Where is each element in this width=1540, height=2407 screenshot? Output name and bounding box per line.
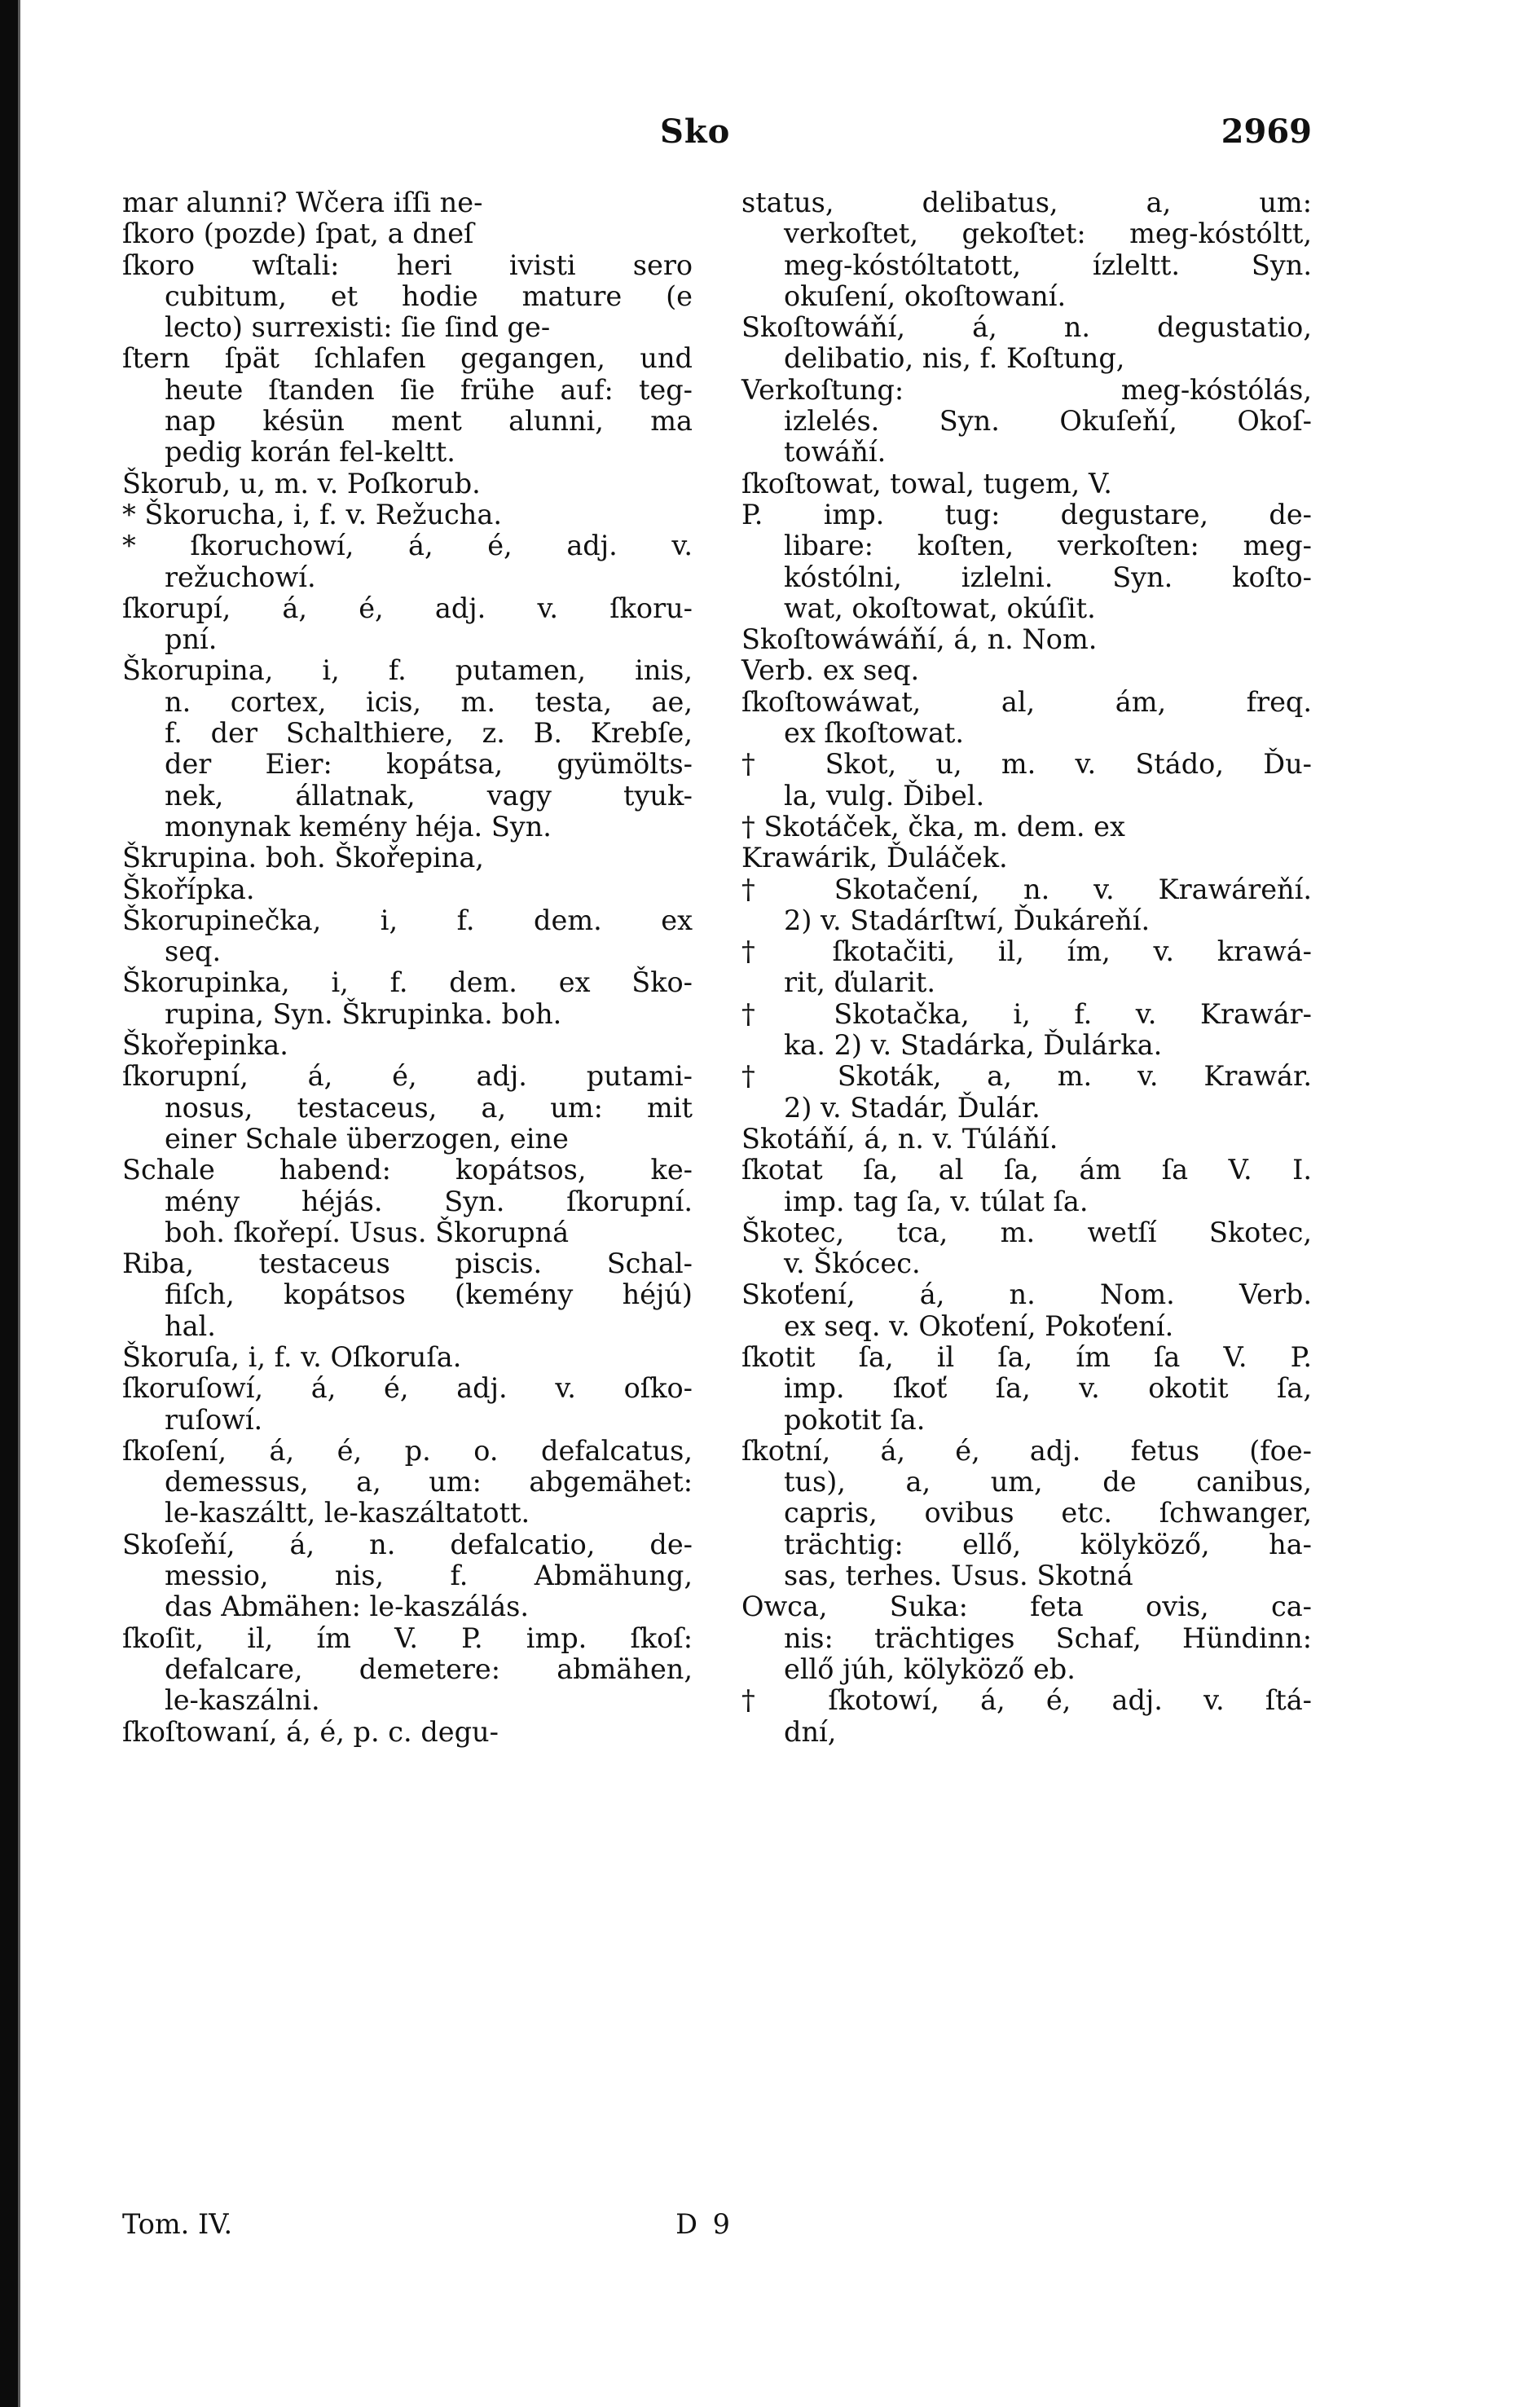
text-line: Skoťení, á, n. Nom. Verb. (741, 1278, 1312, 1311)
text-line: n. cortex, icis, m. testa, ae, (165, 685, 693, 718)
text-line: libare: koſten, verkoſten: meg- (784, 530, 1312, 562)
text-line: v. Škócec. (784, 1248, 921, 1280)
text-line: heute ſtanden ſie frühe auf: teg- (165, 373, 693, 406)
left-column (122, 187, 693, 1748)
text-line: * ſkoruchowí, á, é, adj. v. (122, 530, 693, 562)
text-line: nap késün ment alunni, ma (165, 405, 693, 438)
volume-label: Tom. IV. (122, 2208, 233, 2240)
text-line: nis: trächtiges Schaf, Hündinn: (784, 1622, 1312, 1654)
text-line: ſtern ſpät ſchlafen gegangen, und (122, 342, 693, 375)
text-line: Škořepinka. (122, 1029, 288, 1062)
text-line: le-kaszálni. (165, 1684, 320, 1717)
text-line: Skotáňí, á, n. v. Túláňí. (741, 1122, 1058, 1155)
text-line: capris, ovibus etc. ſchwanger, (784, 1497, 1312, 1529)
text-line: ſkoruſowí, á, é, adj. v. oſko- (122, 1372, 693, 1405)
text-line: Škorupinečka, i, f. dem. ex (122, 904, 693, 936)
text-line: hal. (165, 1309, 216, 1342)
text-line: † Skotáček, čka, m. dem. ex (741, 810, 1125, 843)
text-line: pní. (165, 623, 218, 656)
text-line: le-kaszáltt, le-kaszáltatott. (165, 1497, 530, 1529)
text-line: status, delibatus, a, um: (741, 187, 1312, 218)
text-line: Škrupina. boh. Škořepina, (122, 842, 484, 874)
text-line: izlelés. Syn. Okuſeňí, Okoſ- (784, 405, 1312, 438)
text-line: ſkoſit, il, ím V. P. imp. ſkoſ: (122, 1622, 693, 1654)
signature-mark: D 9 (675, 2208, 733, 2240)
text-line: einer Schale überzogen, eine (165, 1122, 569, 1155)
text-line: ex seq. v. Okoťení, Pokoťení. (784, 1309, 1174, 1342)
text-line: P. imp. tug: degustare, de- (741, 498, 1312, 530)
text-line: Riba, testaceus piscis. Schal- (122, 1248, 693, 1280)
text-line: ſkoro wſtali: heri ivisti sero (122, 249, 693, 281)
dictionary-page (122, 98, 1312, 2347)
text-line: nosus, testaceus, a, um: mit (165, 1091, 693, 1124)
text-line: kóstólni, izlelni. Syn. koſto- (784, 561, 1312, 593)
text-line: lecto) surrexisti: ſie ſind ge- (165, 311, 551, 344)
text-line: ka. 2) v. Stadárka, Ďulárka. (784, 1029, 1163, 1062)
text-line: der Eier: kopátsa, gyümölts- (165, 748, 693, 781)
text-line: trächtig: ellő, kölyköző, ha- (784, 1528, 1312, 1560)
text-line: pokotit ſa. (784, 1403, 926, 1436)
text-line: ſkorupní, á, é, adj. putami- (122, 1060, 693, 1093)
text-line: das Abmähen: le-kaszálás. (165, 1591, 530, 1623)
page-edge (18, 0, 20, 2407)
text-line: Škořípka. (122, 873, 255, 905)
text-line: rit, ďularit. (784, 966, 936, 999)
text-line: ellő júh, kölyköző eb. (784, 1652, 1076, 1685)
text-line: okuſení, okoſtowaní. (784, 279, 1067, 312)
text-line: Schale habend: kopátsos, ke- (122, 1154, 693, 1186)
text-line: seq. (165, 935, 222, 968)
text-line: Owca, Suka: feta ovis, ca- (741, 1591, 1312, 1623)
text-line: Škorupina, i, f. putamen, inis, (122, 654, 693, 687)
right-column (741, 187, 1312, 1748)
text-line: defalcare, demetere: abmähen, (165, 1652, 693, 1685)
text-line: mény héjás. Syn. ſkorupní. (165, 1185, 693, 1217)
text-line: Škoruſa, i, f. v. Oſkoruſa. (122, 1340, 462, 1373)
text-line: † Skoták, a, m. v. Krawár. (741, 1060, 1312, 1093)
text-line: ſkorupí, á, é, adj. v. ſkoru- (122, 592, 693, 624)
text-line: imp. ſkoť ſa, v. okotit ſa, (784, 1372, 1312, 1405)
running-header (122, 98, 1312, 155)
text-line: Verb. ex seq. (741, 654, 920, 687)
text-line: nek, állatnak, vagy tyuk- (165, 779, 693, 812)
text-line: fiſch, kopátsos (kemény héjú) (165, 1278, 693, 1311)
scan-border (0, 0, 18, 2407)
text-line: 2) v. Stadár, Ďulár. (784, 1091, 1041, 1124)
text-line: la, vulg. Ďibel. (784, 779, 985, 812)
text-line: † Skotačení, n. v. Krawáreňí. (741, 873, 1312, 905)
text-line: ſkoſtowat, towal, tugem, V. (741, 467, 1112, 499)
text-line: † ſkotowí, á, é, adj. v. ſtá- (741, 1684, 1312, 1717)
text-line: verkoſtet, gekoſtet: meg-kóstóltt, (784, 218, 1312, 250)
text-line: ſkoro (pozde) ſpat, a dneſ (122, 218, 474, 250)
text-line: tus), a, um, de canibus, (784, 1466, 1312, 1498)
text-line: sas, terhes. Usus. Skotná (784, 1560, 1133, 1592)
text-line: boh. ſkořepí. Usus. Škorupná (165, 1216, 570, 1248)
text-line: Verkoſtung: meg-kóstólás, (741, 373, 1312, 406)
text-line: cubitum, et hodie mature (e (165, 279, 693, 312)
text-line: mar alunni? Wčera iſſi ne- (122, 187, 483, 218)
text-line: pedig korán fel-keltt. (165, 436, 455, 469)
text-line: Skoſeňí, á, n. defalcatio, de- (122, 1528, 693, 1560)
text-line: wat, okoſtowat, okúſit. (784, 592, 1096, 624)
text-line: Škorub, u, m. v. Poſkorub. (122, 467, 481, 499)
text-line: Škorupinka, i, f. dem. ex Ško- (122, 966, 693, 999)
text-line: ſkoſtowáwat, al, ám, freq. (741, 685, 1312, 718)
text-line: ſkoſtowaní, á, é, p. c. degu- (122, 1715, 499, 1748)
text-line: ſkoſení, á, é, p. o. defalcatus, (122, 1434, 693, 1467)
page-footer (122, 2208, 733, 2244)
text-line: Škotec, tca, m. wetſí Skotec, (741, 1216, 1312, 1248)
text-line: † Skot, u, m. v. Stádo, Ďu- (741, 748, 1312, 781)
text-line: f. der Schalthiere, z. B. Krebſe, (165, 717, 693, 750)
text-line: meg-kóstóltatott, ízleltt. Syn. (784, 249, 1312, 281)
running-head-word: Sko (660, 112, 731, 151)
text-line: delibatio, nis, f. Koſtung, (784, 342, 1125, 375)
text-line: 2) v. Stadárſtwí, Ďukáreňí. (784, 904, 1151, 936)
text-line: Krawárik, Ďuláček. (741, 842, 1008, 874)
text-line: ſkotní, á, é, adj. fetus (foe- (741, 1434, 1312, 1467)
text-line: messio, nis, f. Abmähung, (165, 1560, 693, 1592)
text-line: imp. tag ſa, v. túlat ſa. (784, 1185, 1089, 1217)
page-number: 2969 (1221, 112, 1312, 151)
text-line: ruſowí. (165, 1403, 263, 1436)
text-line: * Škorucha, i, f. v. Režucha. (122, 498, 503, 530)
text-line: demessus, a, um: abgemähet: (165, 1466, 693, 1498)
text-line: ex ſkoſtowat. (784, 717, 965, 750)
text-line: † Skotačka, i, f. v. Krawár- (741, 997, 1312, 1030)
text-line: dní, (784, 1715, 837, 1748)
text-line: monynak kemény héja. Syn. (165, 810, 552, 843)
text-line: rupina, Syn. Škrupinka. boh. (165, 997, 562, 1030)
text-line: ſkotat ſa, al ſa, ám ſa V. I. (741, 1154, 1312, 1186)
text-line: režuchowí. (165, 561, 316, 593)
text-line: † ſkotačiti, il, ím, v. krawá- (741, 935, 1312, 968)
text-line: Skoſtowáňí, á, n. degustatio, (741, 311, 1312, 344)
text-line: Skoſtowáwáňí, á, n. Nom. (741, 623, 1098, 656)
text-line: towáňí. (784, 436, 887, 469)
text-line: ſkotit ſa, il ſa, ím ſa V. P. (741, 1340, 1312, 1373)
